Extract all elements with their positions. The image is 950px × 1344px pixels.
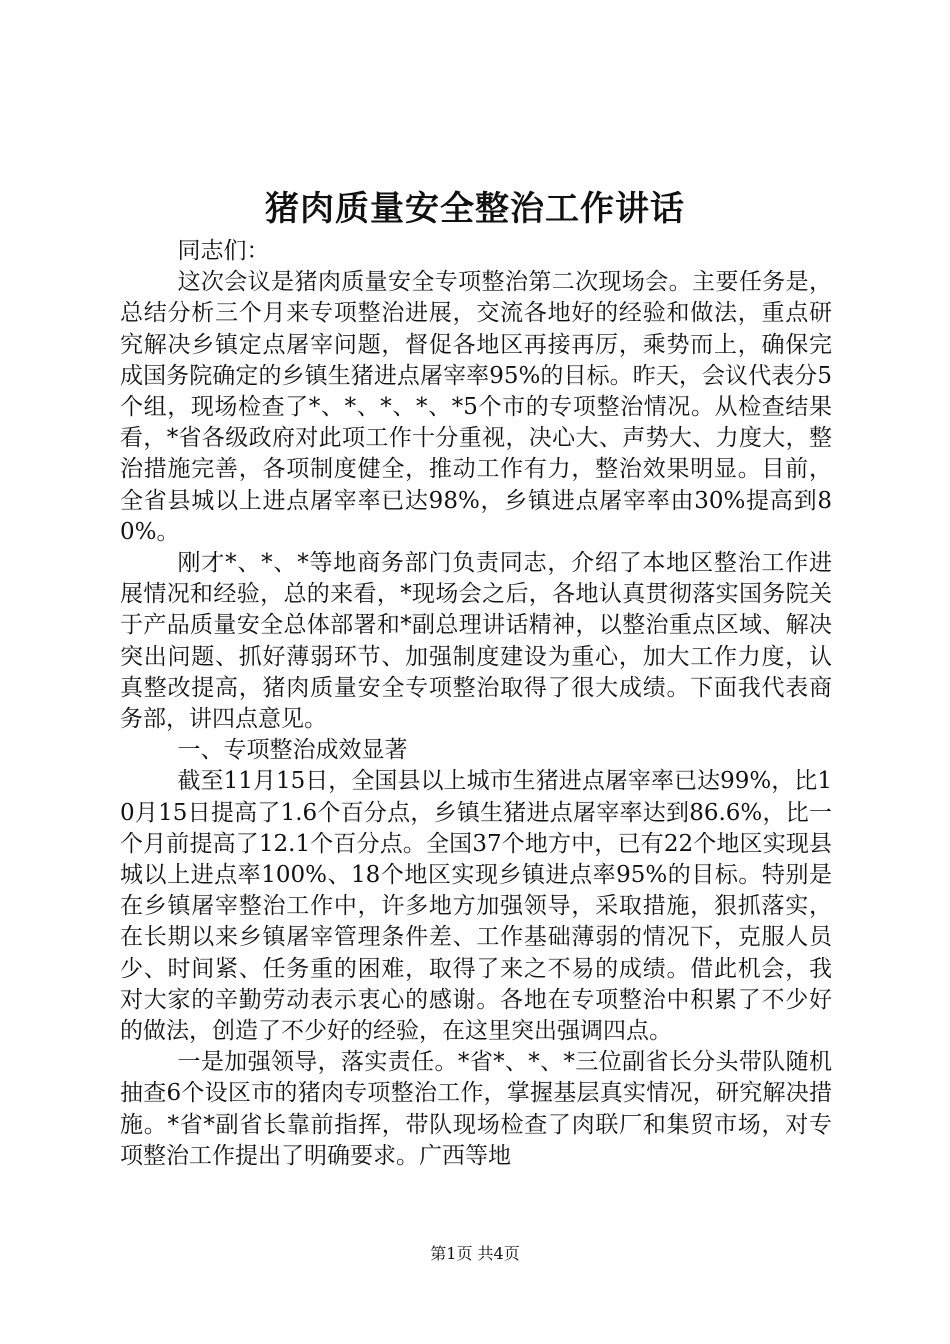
section-heading: 一、专项整治成效显著 bbox=[177, 737, 408, 764]
paragraph: 刚才*、*、*等地商务部门负责同志，介绍了本地区整治工作进展情况和经验，总的来看，*现场会之后，各地认真贯彻落实国务院关于产品质量安全总体部署和*副总理讲话精神，以整治重点区域、解决突出问题、抓好薄弱环节、加强制度建设为重心，加大工作力度，认真整改提高，猪肉质量安全专项整治取得了很大成绩。下面我代表商务部，讲四点意见。 bbox=[120, 550, 832, 733]
salutation: 同志们： bbox=[177, 238, 270, 264]
document-title: 猪肉质量安全整治工作讲话 bbox=[265, 189, 685, 229]
page-footer: 第1页 共4页 bbox=[430, 1244, 520, 1263]
document-body bbox=[120, 236, 832, 1172]
paragraph: 一是加强领导，落实责任。*省*、*、*三位副省长分头带队随机抽查6个设区市的猪肉专项整治工作，掌握基层真实情况，研究解决措施。*省*副省长靠前指挥，带队现场检查了肉联厂和集贸市场，对专项整治工作提出了明确要求。广西等地 bbox=[120, 1049, 832, 1169]
paragraph: 这次会议是猪肉质量安全专项整治第二次现场会。主要任务是，总结分析三个月来专项整治进展，交流各地好的经验和做法，重点研究解决乡镇定点屠宰问题，督促各地区再接再厉，乘势而上，确保完成国务院确定的乡镇生猪进点屠宰率95%的目标。昨天，会议代表分5个组，现场检查了*、*、*、*、*5个市的专项整治情况。从检查结果看，*省各级政府对此项工作十分重视，决心大、声势大、力度大，整治措施完善，各项制度健全，推动工作有力，整治效果明显。目前，全省县城以上进点屠宰率已达98%，乡镇进点屠宰率由30%提高到80%。 bbox=[120, 269, 832, 545]
paragraph: 截至11月15日，全国县以上城市生猪进点屠宰率已达99%，比10月15日提高了1.6个百分点，乡镇生猪进点屠宰率达到86.6%，比一个月前提高了12.1个百分点。全国37个地方中，已有22个地区实现县城以上进点率100%、18个地区实现乡镇进点率95%的目标。特别是在乡镇屠宰整治工作中，许多地方加强领导，采取措施，狠抓落实，在长期以来乡镇屠宰管理条件差、工作基础薄弱的情况下，克服人员少、时间紧、任务重的困难，取得了来之不易的成绩。借此机会，我对大家的辛勤劳动表示衷心的感谢。各地在专项整治中积累了不少好的做法，创造了不少好的经验，在这里突出强调四点。 bbox=[120, 768, 832, 1045]
